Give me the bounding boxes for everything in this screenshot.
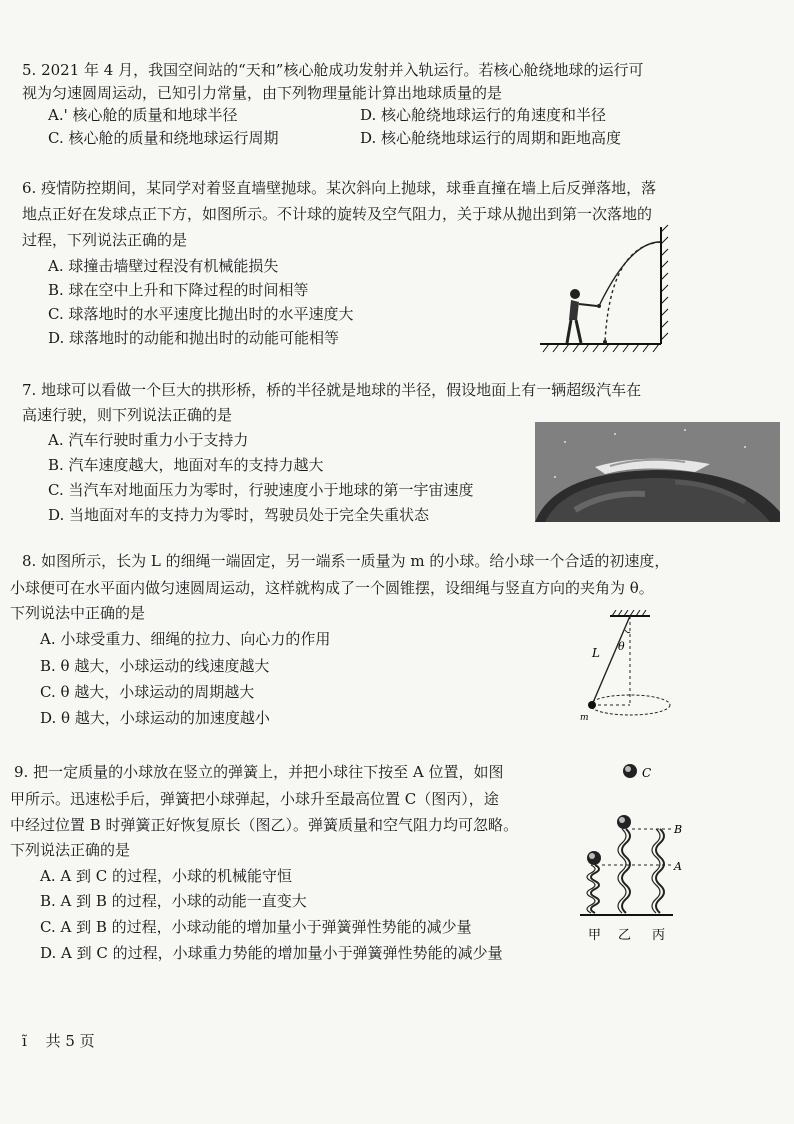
q8-stem-line1: 8. 如图所示，长为 L 的细绳一端固定，另一端系一质量为 m 的小球。给小球一个合适的初速度， xyxy=(22,552,670,570)
q7-option-c: C. 当汽车对地面压力为零时，行驶速度小于地球的第一宇宙速度 xyxy=(48,481,474,499)
q6-wall-throw-figure xyxy=(535,222,675,357)
q9-option-d: D. A 到 C 的过程，小球重力势能的增加量小于弹簧弹性势能的减少量 xyxy=(40,944,503,962)
q7-option-b: B. 汽车速度越大，地面对车的支持力越大 xyxy=(48,456,324,474)
q8-stem-line3: 下列说法中正确的是 xyxy=(10,604,146,622)
q9-option-a: A. A 到 C 的过程，小球的机械能守恒 xyxy=(40,867,292,885)
footer-mark: ĩ xyxy=(22,1032,27,1050)
q9-stem-line4: 下列说法正确的是 xyxy=(10,841,131,859)
q8-fig-label-theta: θ xyxy=(618,640,625,653)
q9-spring-figure xyxy=(578,755,698,950)
q6-stem-line2: 地点正好在发球点正下方，如图所示。不计球的旋转及空气阻力，关于球从抛出到第一次落地的 xyxy=(22,205,653,223)
q9-stem-line2: 甲所示。迅速松手后，弹簧把小球弹起，小球升至最高位置 C（图丙），途 xyxy=(10,790,499,808)
q5-stem-line2: 视为匀速圆周运动，已知引力常量，由下列物理量能计算出地球质量的是 xyxy=(22,84,503,102)
q8-fig-label-m: m xyxy=(580,713,589,723)
page-footer xyxy=(22,1030,95,1051)
q7-stem-line1: 7. 地球可以看做一个巨大的拱形桥，桥的半径就是地球的半径，假设地面上有一辆超级汽车在 xyxy=(22,381,642,399)
q9-fig-label-bing: 丙 xyxy=(652,928,666,943)
q8-stem-line2: 小球便可在水平面内做匀速圆周运动，这样就构成了一个圆锥摆，设细绳与竖直方向的夹角为 θ。 xyxy=(10,579,654,597)
q8-option-c: C. θ 越大，小球运动的周期越大 xyxy=(40,683,255,701)
q8-option-a: A. 小球受重力、细绳的拉力、向心力的作用 xyxy=(40,630,331,648)
q9-fig-label-A: A xyxy=(674,860,682,873)
q7-option-a: A. 汽车行驶时重力小于支持力 xyxy=(48,431,249,449)
q5-stem-line1: 5. 2021 年 4 月，我国空间站的“天和”核心舱成功发射并入轨运行。若核心舱绕地球的运行可 xyxy=(22,61,644,79)
q8-option-b: B. θ 越大，小球运动的线速度越大 xyxy=(40,657,270,675)
q9-stem-line1: 9. 把一定质量的小球放在竖立的弹簧上，并把小球往下按至 A 位置，如图 xyxy=(14,763,504,781)
q6-option-c: C. 球落地时的水平速度比抛出时的水平速度大 xyxy=(48,305,354,323)
q8-fig-label-L: L xyxy=(592,646,600,660)
q8-option-d: D. θ 越大，小球运动的加速度越小 xyxy=(40,709,270,727)
q6-option-a: A. 球撞击墙壁过程没有机械能损失 xyxy=(48,257,279,275)
q5-option-b: D. 核心舱绕地球运行的角速度和半径 xyxy=(360,106,607,124)
q6-option-b: B. 球在空中上升和下降过程的时间相等 xyxy=(48,281,309,299)
q9-fig-label-jia: 甲 xyxy=(588,928,602,943)
q7-stem-line2: 高速行驶，则下列说法正确的是 xyxy=(22,406,233,424)
q6-option-d: D. 球落地时的动能和抛出时的动能可能相等 xyxy=(48,329,340,347)
q9-option-b: B. A 到 B 的过程，小球的动能一直变大 xyxy=(40,892,307,910)
q6-stem-line3: 过程，下列说法正确的是 xyxy=(22,231,188,249)
q9-fig-label-C: C xyxy=(642,766,652,780)
q5-option-a: A.' 核心舱的质量和地球半径 xyxy=(48,106,238,124)
footer-page-count: 共 5 页 xyxy=(45,1032,95,1050)
q8-conical-pendulum-figure xyxy=(580,610,690,725)
q9-fig-label-yi: 乙 xyxy=(618,928,632,943)
q7-option-d: D. 当地面对车的支持力为零时，驾驶员处于完全失重状态 xyxy=(48,506,430,524)
q5-option-c: C. 核心舱的质量和绕地球运行周期 xyxy=(48,129,279,147)
q9-fig-label-B: B xyxy=(674,823,683,836)
q9-stem-line3: 中经过位置 B 时弹簧正好恢复原长（图乙）。弹簧质量和空气阻力均可忽略。 xyxy=(10,816,519,834)
q7-earth-car-photo xyxy=(535,422,780,522)
q5-option-d: D. 核心舱绕地球运行的周期和距地高度 xyxy=(360,129,622,147)
q6-stem-line1: 6. 疫情防控期间，某同学对着竖直墙壁抛球。某次斜向上抛球，球垂直撞在墙上后反弹落地，落 xyxy=(22,179,657,197)
q9-option-c: C. A 到 B 的过程，小球动能的增加量小于弹簧弹性势能的减少量 xyxy=(40,918,472,936)
